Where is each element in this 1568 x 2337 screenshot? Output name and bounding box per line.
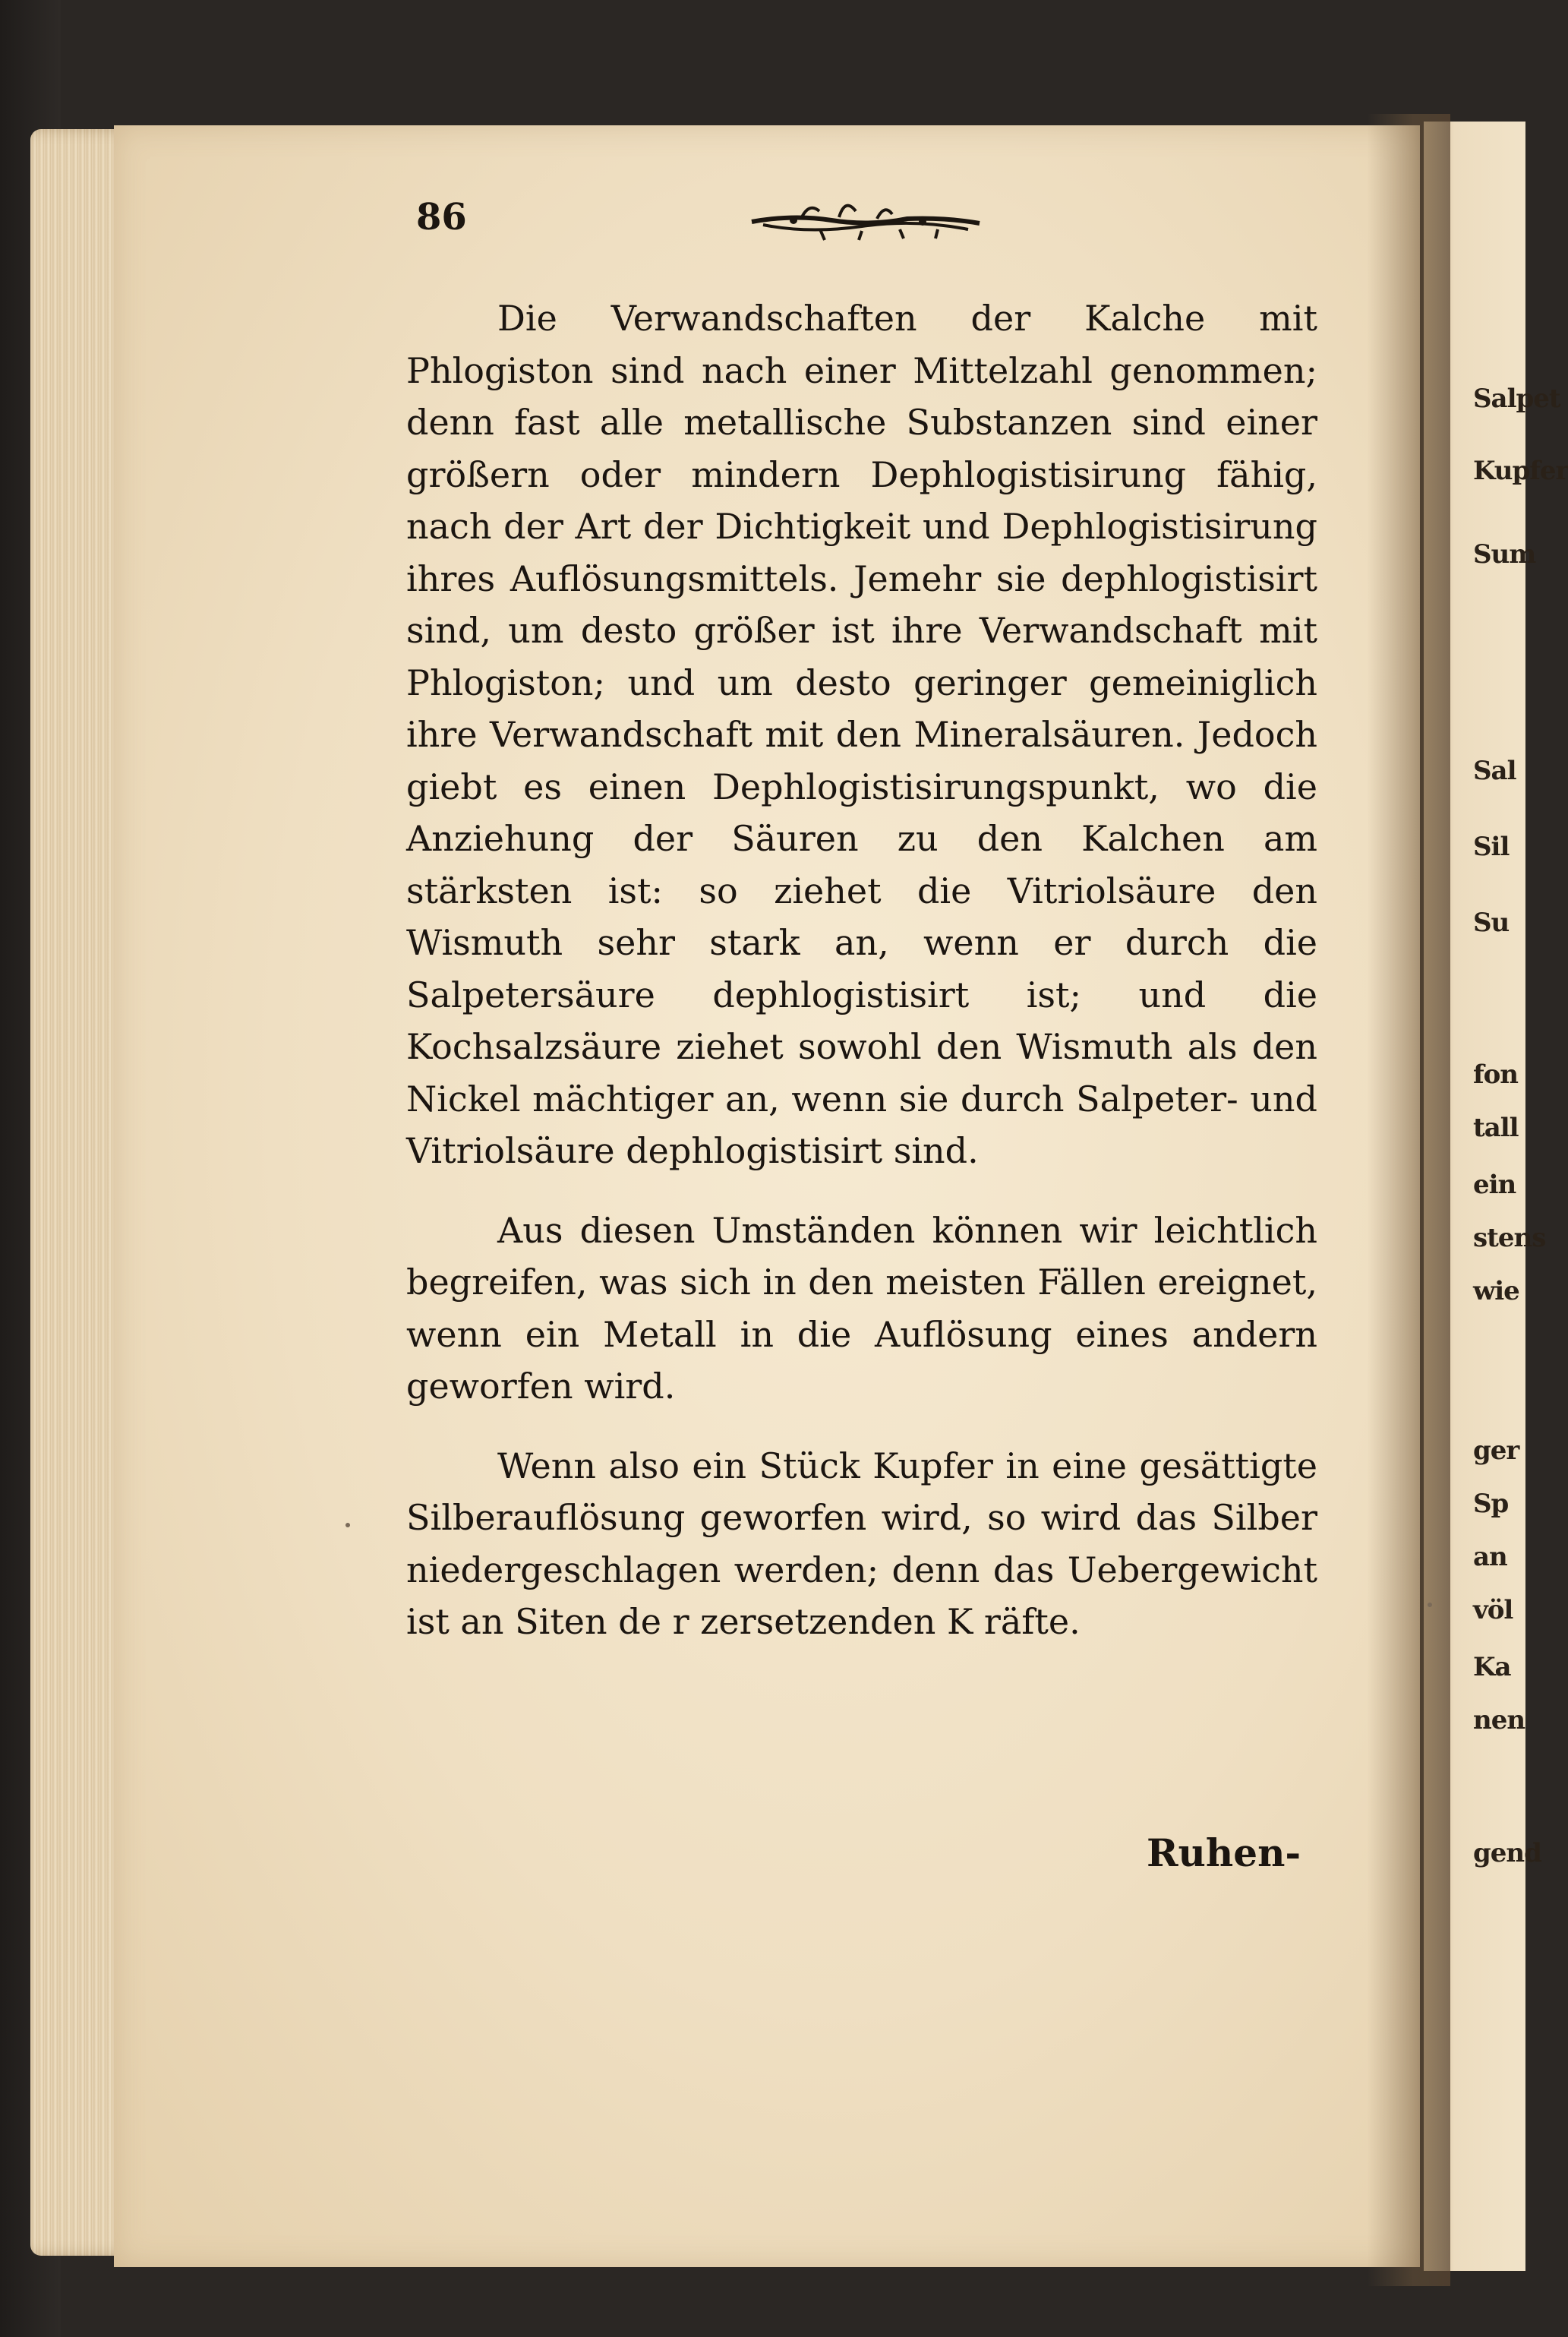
body-text [406, 292, 1317, 1675]
adjacent-page-fragment: Sil [1473, 832, 1510, 862]
paragraph: Wenn also ein Stück Kupfer in eine gesättigte Silberauflösung geworfen wird, so wird das Silber niedergeschlagen werden; denn das Uebergewicht ist an Siten de r zersetzenden K räfte. [406, 1445, 1317, 1642]
adjacent-page-fragment: Salpet [1473, 384, 1560, 414]
paper-speck [1428, 1603, 1432, 1607]
adjacent-page-fragment: gend [1473, 1838, 1541, 1868]
adjacent-page-fragment: an [1473, 1542, 1507, 1572]
adjacent-page-fragment: wie [1473, 1276, 1519, 1306]
adjacent-page-fragment: völ [1473, 1595, 1513, 1625]
adjacent-page-fragment: tall [1473, 1113, 1519, 1143]
paper-speck [345, 1523, 350, 1527]
adjacent-page-text [1473, 0, 1568, 2337]
adjacent-page-fragment: Kupfer [1473, 456, 1568, 486]
page-number: 86 [416, 196, 467, 238]
adjacent-page-fragment: nen [1473, 1705, 1525, 1735]
adjacent-page-fragment: Sal [1473, 756, 1516, 786]
adjacent-page-fragment: Sum [1473, 539, 1536, 570]
gutter-shadow [1367, 114, 1450, 2286]
adjacent-page-fragment: Ka [1473, 1652, 1511, 1682]
header-ornament [748, 191, 983, 245]
adjacent-page-fragment: stens [1473, 1223, 1546, 1253]
adjacent-page-fragment: ger [1473, 1435, 1519, 1466]
adjacent-page-fragment: fon [1473, 1060, 1519, 1090]
catchword: Ruhen- [1147, 1830, 1301, 1875]
adjacent-page-fragment: ein [1473, 1170, 1516, 1200]
paragraph: Aus diesen Umständen können wir leichtlich begreifen, was sich in den meisten Fällen ereignet, wenn ein Metall in die Auflösung eines andern geworfen wird. [406, 1209, 1317, 1407]
adjacent-page-fragment: Sp [1473, 1489, 1509, 1519]
adjacent-page-fragment: Su [1473, 908, 1510, 938]
paragraph: Die Verwandschaften der Kalche mit Phlogiston sind nach einer Mittelzahl genommen; denn fast alle metallische Substanzen sind einer größern oder mindern Dephlogistisirung fähig, nach der Art der Dichtigkeit und Dephlogistisirung ihres Auflösungsmittels. Jemehr sie dephlogistisirt sind, um desto größer ist ihre Verwandschaft mit Phlogiston; und um desto geringer gemeiniglich ihre Verwandschaft mit den Mineralsäuren. Jedoch giebt es einen Dephlogistisirungspunkt, wo die Anziehung der Säuren zu den Kalchen am stärksten ist: so ziehet die Vitriolsäure den Wismuth sehr stark an, wenn er durch die Salpetersäure dephlogistisirt ist; und die Kochsalzsäure ziehet sowohl den Wismuth als den Nickel mächtiger an, wenn sie durch Salpeter- und Vitriolsäure dephlogistisirt sind. [406, 298, 1317, 1171]
